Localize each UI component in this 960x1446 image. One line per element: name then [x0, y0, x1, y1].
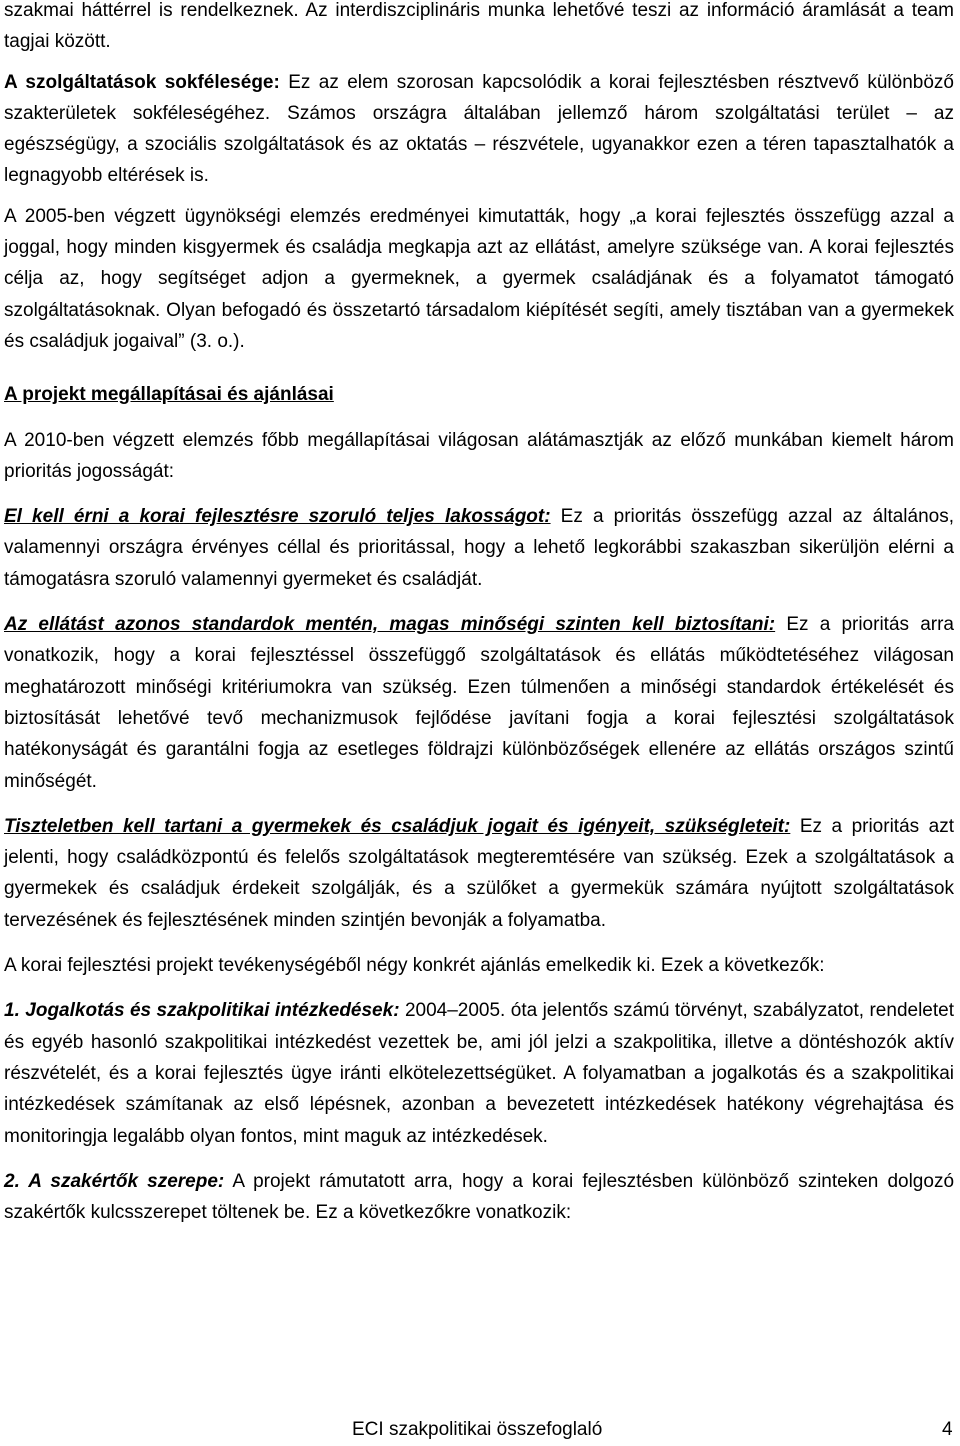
recommendation-lead: 1. Jogalkotás és szakpolitikai intézkedések:: [4, 1000, 400, 1022]
footer-title: ECI szakpolitikai összefoglaló: [352, 1419, 603, 1440]
recommendation-paragraph: [4, 1166, 954, 1229]
body-paragraph: [4, 201, 954, 357]
recommendation-text: A projekt rámutatott arra, hogy a korai fejlesztésben különböző szinteken dolgozó szakértők kulcsszerepet töltenek be. Ez a következőkre vonatkozik:: [4, 1170, 955, 1224]
priority-lead: Tiszteletben kell tartani a gyermekek és családjuk jogait és igényeit, szükségleteit:: [4, 815, 791, 837]
priority-text: Ez a prioritás összefügg azzal az általános, valamennyi országra érvényes céllal és prioritással, hogy a lehető legkorábbi szakaszban sikerüljön elérni a támogatásra szoruló valamennyi gyermeket és családját.: [4, 506, 954, 590]
priority-lead: El kell érni a korai fejlesztésre szoruló teljes lakosságot:: [4, 506, 551, 528]
paragraph-text: A 2005-ben végzett ügynökségi elemzés eredményei kimutatták, hogy „a korai fejlesztés összefügg azzal a joggal, hogy minden kisgyermek és családja megkapja azt az ellátást, amelyre szüksége van. A korai fejlesztés célja az, hogy segítséget adjon a gyermeknek, a gyermek családjának és a folyamatot támogató szolgáltatásoknak. Olyan befogadó és összetartó társadalom kiépítését segíti, amely tisztában van a gyermekek és családjuk jogaival” (3. o.).: [4, 205, 954, 352]
body-paragraph: [4, 0, 954, 58]
page-number: 4: [942, 1419, 953, 1440]
paragraph-text: szakmai háttérrel is rendelkeznek. Az interdiszciplináris munka lehetővé teszi az információ áramlását a team tagjai között.: [4, 0, 954, 53]
document-body: [4, 0, 954, 1228]
paragraph-lead: A szolgáltatások sokfélesége:: [4, 71, 280, 93]
section-heading: A projekt megállapításai és ajánlásai: [4, 384, 334, 406]
recommendation-lead: 2. A szakértők szerepe:: [4, 1170, 225, 1192]
findings-intro: A 2010-ben végzett elemzés főbb megállapításai világosan alátámasztják az előző munkában kiemelt három prioritás jogosságát:: [4, 429, 954, 482]
priority-lead: Az ellátást azonos standardok mentén, magas minőségi szinten kell biztosítani:: [4, 614, 776, 636]
recommendations-intro: A korai fejlesztési projekt tevékenységéből négy konkrét ajánlás emelkedik ki. Ezek a következők:: [4, 955, 825, 977]
body-paragraph: [4, 67, 954, 192]
priority-paragraph: [4, 501, 954, 595]
paragraph-text: Ez az elem szorosan kapcsolódik a korai fejlesztésben résztvevő különböző szakterületek sokféleségéhez. Számos országra általában jellemző három szolgáltatási terület – az egészségügy, a szociális szolgáltatások és az oktatás – részvétele, ugyanakkor ezen a téren tapasztalhatók a legnagyobb eltérések is.: [4, 71, 954, 187]
priority-text: Ez a prioritás azt jelenti, hogy családközpontú és felelős szolgáltatások megteremtésére van szükség. Ezek a szolgáltatások a gyermekek és családjuk érdekeit szolgálják, és a szülőket a gyermekük számára nyújtott szolgáltatások tervezésének és fejlesztésének minden szintjén bevonják a folyamatba.: [4, 815, 954, 931]
priority-text: Ez a prioritás arra vonatkozik, hogy a korai fejlesztéssel összefüggő szolgáltatások és ellátás működtetéséhez világosan meghatározott minőségi kritériumokra van szükség. Ezen túlmenően a minőségi standardok értékelését és biztosítását lehetővé tevő mechanizmusok fejlődése javítani fogja a korai fejlesztési szolgáltatások hatékonyságát és garantálni fogja az esetleges földrajzi különbözőségek ellenére az ellátás országos szintű minőségét.: [4, 614, 954, 792]
recommendation-paragraph: [4, 995, 954, 1151]
priority-paragraph: [4, 609, 954, 797]
priority-paragraph: [4, 811, 954, 936]
recommendation-text: 2004–2005. óta jelentős számú törvényt, szabályzatot, rendeletet és egyéb hasonló szakpolitikai intézkedést vezettek be, ami jól jelzi a szakpolitika, illetve a döntéshozók aktív részvételét, és a korai fejlesztés ügye iránti elkötelezettségüket. A folyamatban a jogalkotás és a szakpolitikai intézkedések számítanak az első lépésnek, azonban a bevezetett intézkedések hatékony végrehajtása és monitoringja legalább olyan fontos, mint maguk az intézkedések.: [4, 1000, 954, 1147]
